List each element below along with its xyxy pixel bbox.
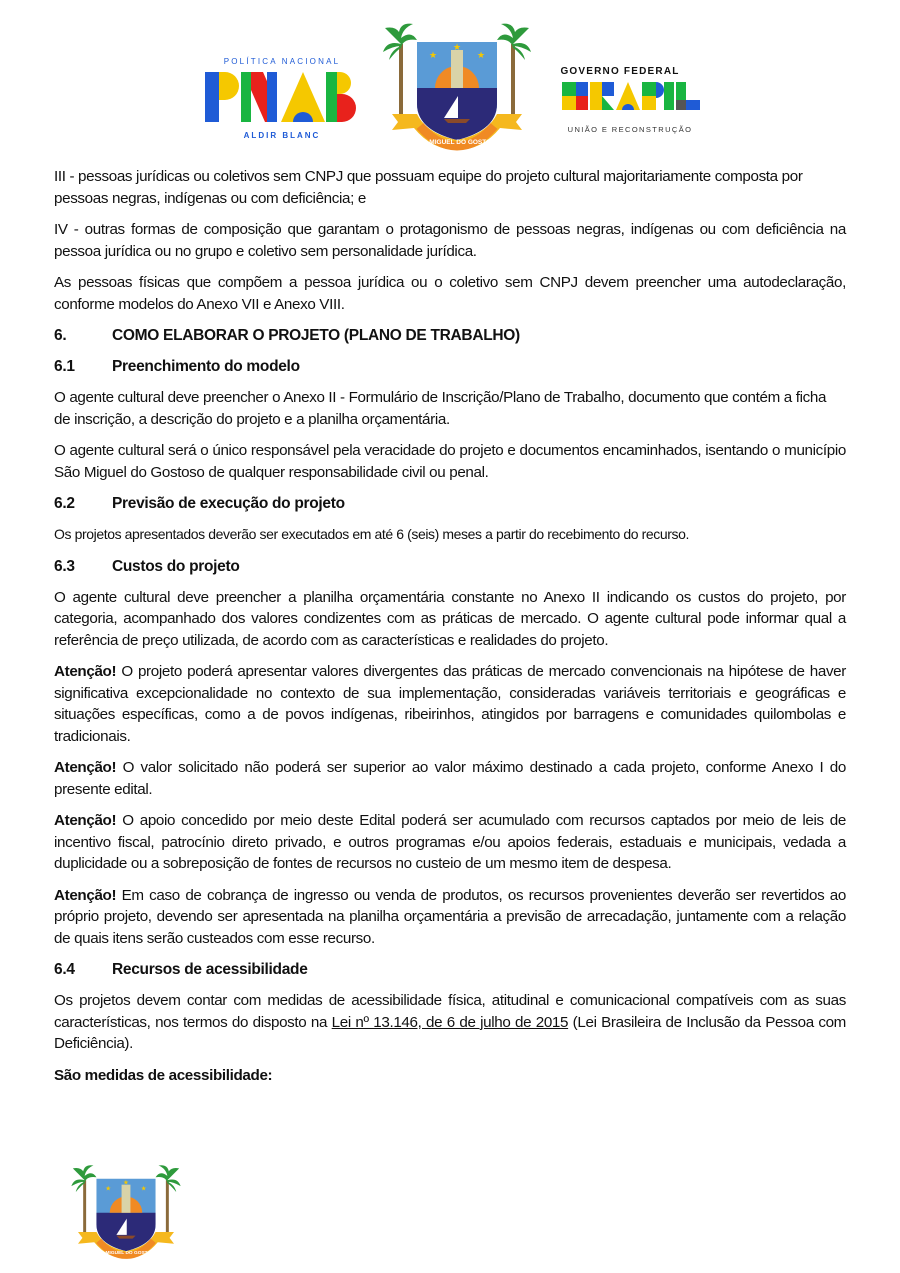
section-title: Preenchimento do modelo	[112, 358, 300, 375]
gov-logo-bottom-text: UNIÃO E RECONSTRUÇÃO	[567, 125, 693, 134]
palm-tree-icon	[497, 24, 531, 116]
paragraph-6-3: O agente cultural deve preencher a planilha orçamentária constante no Anexo II indicando os custos do projeto, por categoria, acompanhado dos valores condizentes com as práticas de mercado. O agente cultural pode informar qual a referência de preço utilizada, de acordo com as características e realidades do projeto.	[54, 588, 846, 649]
attention-text: O valor solicitado não poderá ser superior ao valor máximo destinado a cada projeto, conforme Anexo I do presente edital.	[54, 759, 846, 798]
pnab-logo-top-text: POLÍTICA NACIONAL	[223, 57, 341, 66]
svg-text:★: ★	[452, 42, 462, 52]
section-title: COMO ELABORAR O PROJETO (PLANO DE TRABALHO)	[112, 327, 520, 344]
governo-federal-logo	[560, 60, 720, 140]
paragraph-text: (Lei Brasileira de Inclusão da Pessoa com Deficiência).	[54, 1013, 846, 1052]
attention-text: O apoio concedido por meio deste Edital poderá ser acumulado com recursos captados por meio de leis de incentivo fiscal, patrocínio direto privado, e outros programas e/ou apoios federais, estaduais e municipais, vedada a duplicidade ou a sobreposição de fontes de recursos no custeio de um mesmo item de despesa.	[54, 812, 846, 872]
section-number: 6.3	[54, 557, 75, 575]
paragraph-6-4	[54, 990, 846, 1055]
svg-text:★: ★	[105, 1185, 112, 1193]
paragraph-6-1-b: O agente cultural será o único responsável pela veracidade do projeto e documentos encaminhados, isentando o município São Miguel do Gostoso de qualquer responsabilidade civil ou penal.	[54, 442, 846, 481]
crest-banner-text: SÃO MIGUEL DO GOSTOSO	[93, 1251, 159, 1257]
measures-heading-text: São medidas de acessibilidade:	[54, 1066, 273, 1084]
paragraph-autodeclaracao: As pessoas físicas que compõem a pessoa jurídica ou o coletivo sem CNPJ devem preencher uma autodeclaração, conforme modelos do Anexo VII e Anexo VIII.	[54, 274, 846, 313]
palm-tree-icon	[383, 24, 417, 116]
svg-text:★: ★	[123, 1179, 129, 1187]
svg-text:★: ★	[428, 50, 438, 60]
attention-label: Atenção!	[54, 759, 117, 776]
document-body	[54, 166, 846, 1096]
attention-text: Em caso de cobrança de ingresso ou venda de produtos, os recursos provenientes deverão ser revertidos ao próprio projeto, devendo ser apresentada na planilha orçamentária a previsão de arrecadação, juntamente com a relação de quais itens serão custeados com esse recurso.	[54, 886, 846, 947]
palm-tree-icon	[71, 1165, 96, 1233]
palm-tree-icon	[156, 1165, 181, 1233]
attention-paragraph-3	[54, 810, 846, 875]
section-heading-6-3	[54, 556, 846, 577]
pnab-logo	[205, 52, 360, 147]
attention-label: Atenção!	[54, 812, 117, 829]
law-link[interactable]: Lei nº 13.146, de 6 de julho de 2015	[331, 1013, 569, 1031]
pnab-logo-bottom-text: ALDIR BLANC	[243, 131, 321, 140]
paragraph-6-1-a: O agente cultural deve preencher o Anexo II - Formulário de Inscrição/Plano de Trabalho, documento que contém a ficha de inscrição, a descrição do projeto e a planilha orçamentária.	[54, 389, 827, 428]
attention-label: Atenção!	[54, 886, 117, 904]
section-heading-6-4	[54, 959, 846, 980]
svg-text:★: ★	[140, 1185, 147, 1193]
section-heading-6-2	[54, 493, 846, 514]
section-heading-6	[54, 325, 846, 346]
svg-text:★: ★	[476, 50, 486, 60]
attention-paragraph-1	[54, 661, 846, 747]
crest-banner-text: SÃO MIGUEL DO GOSTOSO	[413, 139, 501, 146]
municipal-crest-logo	[382, 22, 532, 152]
section-heading-6-1	[54, 356, 846, 377]
attention-label: Atenção!	[54, 663, 117, 680]
section-number: 6.1	[54, 358, 75, 375]
section-number: 6.4	[54, 961, 75, 978]
attention-paragraph-4	[54, 885, 846, 950]
paragraph-item-iii: III - pessoas jurídicas ou coletivos sem CNPJ que possuam equipe do projeto cultural majoritariamente composta por pessoas negras, indígenas ou com deficiência; e	[54, 168, 803, 207]
paragraph-text: Os projetos devem contar com medidas de acessibilidade física, atitudinal e comunicacional compatíveis com as suas características, nos termos do disposto na	[54, 992, 846, 1031]
attention-paragraph-2	[54, 757, 846, 800]
measures-heading	[54, 1065, 846, 1087]
gov-logo-top-text: GOVERNO FEDERAL	[560, 66, 680, 77]
footer-crest-logo	[70, 1164, 182, 1260]
section-number: 6.2	[54, 495, 75, 512]
attention-text: O projeto poderá apresentar valores divergentes das práticas de mercado convencionais na hipótese de haver significativa excepcionalidade no contexto de sua implementação, consideradas variáveis territoriais e geográficas e situações específicas, como a de povos indígenas, ribeirinhos, atingidos por barragens e comunidades quilombolas e tradicionais.	[54, 663, 846, 745]
paragraph-item-iv: IV - outras formas de composição que garantam o protagonismo de pessoas negras, indígenas ou com deficiência na pessoa jurídica ou no grupo e coletivo sem personalidade jurídica.	[54, 221, 846, 260]
section-title: Custos do projeto	[112, 557, 240, 575]
section-title: Previsão de execução do projeto	[112, 495, 345, 512]
section-title: Recursos de acessibilidade	[112, 961, 308, 978]
paragraph-6-2: Os projetos apresentados deverão ser executados em até 6 (seis) meses a partir do recebimento do recurso.	[54, 526, 690, 542]
section-number: 6.	[54, 327, 67, 344]
